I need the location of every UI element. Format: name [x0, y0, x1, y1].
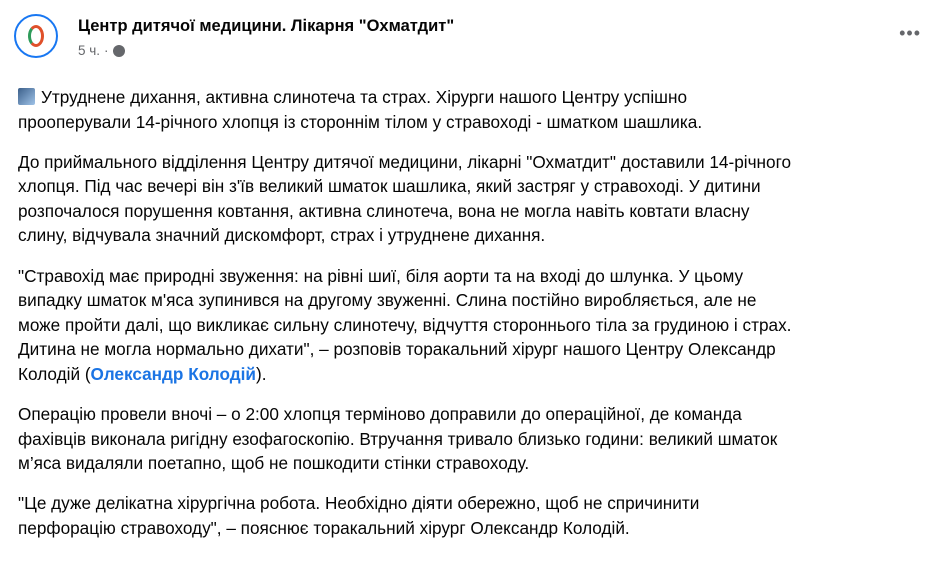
more-options-button[interactable]: ••• [899, 23, 921, 43]
text-line: "Це дуже делікатна хірургічна робота. Необхідно діяти обережно, щоб не спричинити [18, 493, 700, 514]
text-line: Утруднене дихання, активна слинотеча та страх. Хірурги нашого Центру успішно [41, 87, 688, 107]
text-line: Операцію провели вночі – о 2:00 хлопця терміново доправили до операційної, де команда [18, 404, 742, 425]
text-line: слину, відчувала значний дискомфорт, страх і утруднене дихання. [18, 225, 546, 246]
paragraph-2 [18, 150, 933, 248]
separator: · [104, 43, 109, 58]
globe-icon [113, 45, 125, 57]
page-avatar[interactable] [14, 14, 58, 58]
logo-icon [28, 25, 44, 47]
x-ray-emoji-icon [18, 88, 35, 105]
paragraph-5 [18, 491, 933, 540]
text-line: Колодій ( [18, 363, 91, 384]
text-line: прооперували 14-річного хлопця із стороннім тілом у стравоході - шматком шашлика. [18, 111, 703, 132]
text-line: випадку шматок м'яса зупинився на другому звуженні. Слина постійно виробляється, але не [18, 290, 757, 311]
text-line: фахівців виконала ригідну езофагоскопію. Втручання тривало близько години: великий шматок [18, 428, 778, 449]
paragraph-1 [18, 85, 933, 134]
text-line: Дитина не могла нормально дихати", – розповів торакальний хірург нашого Центру Олександр [18, 339, 776, 360]
post-time[interactable]: 5 ч. [78, 43, 101, 58]
post-body [18, 85, 933, 556]
text-line: може пройти далі, що викликає сильну слинотечу, відчуття стороннього тіла за грудиною і страх. [18, 314, 792, 335]
text-line: розпочалося порушення ковтання, активна слинотеча, вона не могла навіть ковтати власну [18, 200, 750, 221]
paragraph-3 [18, 264, 933, 387]
text-line: м’яса видаляли поетапно, щоб не пошкодити стінки стравоходу. [18, 453, 530, 474]
text-line: До приймального відділення Центру дитячої медицини, лікарні "Охматдит" доставили 14-річного [18, 151, 792, 172]
page-name-link[interactable]: Центр дитячої медицини. Лікарня "Охматдит" [78, 17, 455, 35]
text-line: перфорацію стравоходу", – пояснює торакальний хірург Олександр Колодій. [18, 517, 630, 538]
post-meta [78, 43, 125, 58]
text-line: "Стравохід має природні звуження: на рівні шиї, біля аорти та на вході до шлунка. У цьому [18, 265, 744, 286]
profile-link-oleksandr-kolodii[interactable]: Олександр Колодій [90, 363, 256, 384]
text-line: хлопця. Під час вечері він з'їв великий шматок шашлика, який застряг у стравоході. У дитини [18, 176, 761, 197]
paragraph-4 [18, 402, 933, 476]
text-line: ). [255, 363, 267, 384]
